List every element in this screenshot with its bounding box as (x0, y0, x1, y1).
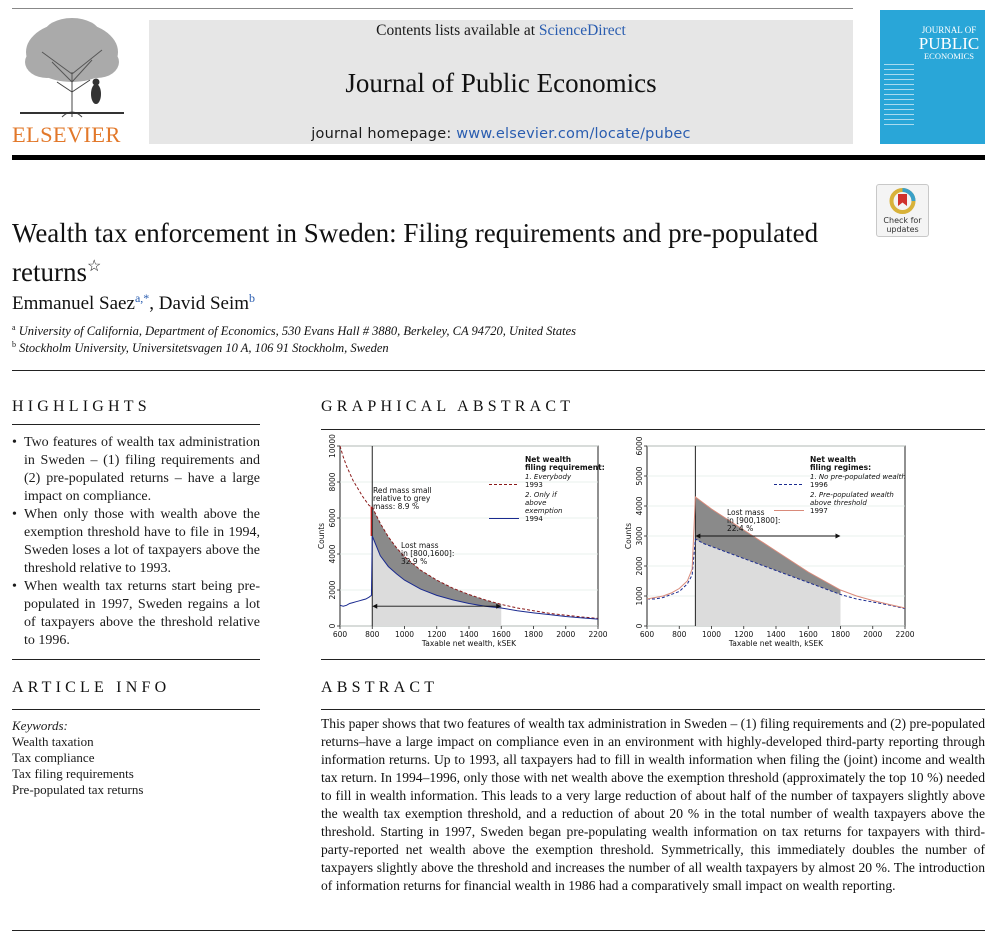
cover-title (916, 26, 982, 61)
x-tick-label: 1800 (830, 630, 851, 639)
cover-line-1: JOURNAL OF (921, 25, 977, 35)
legend-label: above (525, 499, 547, 507)
highlights-list (12, 434, 260, 650)
check-updates-label: Check for updates (883, 216, 922, 234)
y-tick-label: 6000 (328, 508, 337, 528)
legend-year: 1997 (810, 507, 828, 515)
x-tick-label: 1600 (798, 630, 818, 639)
legend-label: 1. No pre-populated wealth (810, 473, 906, 481)
journal-homepage-line (149, 126, 853, 142)
chart-prepopulated-returns (624, 436, 925, 652)
legend-label: above threshold (810, 499, 867, 507)
x-tick-label: 1800 (523, 630, 544, 639)
homepage-prefix: journal homepage: (311, 126, 452, 142)
keyword-item[interactable]: Wealth taxation (12, 734, 94, 749)
affiliation-a: $^a$ University of California, Department of Economics, 530 Evans Hall # 3880, Berkeley, CA 94720, United States (12, 323, 577, 338)
highlights-bottom-rule (12, 659, 260, 660)
check-for-updates-button[interactable] (876, 184, 929, 237)
legend-year: 1996 (810, 481, 828, 489)
chart-filing-requirement (317, 434, 618, 652)
graphical-abstract-bottom-rule (321, 659, 985, 660)
header-top-rule (12, 8, 853, 9)
x-tick-label: 600 (639, 630, 655, 639)
cover-line-3: ECONOMICS (923, 51, 975, 61)
annotation-text: 32.9 % (401, 557, 428, 566)
graphical-abstract-heading: GRAPHICAL ABSTRACT (321, 398, 575, 415)
annotation-text: Red mass small (373, 486, 432, 495)
y-axis-label: Counts (624, 522, 633, 550)
legend-year: 1994 (525, 515, 543, 523)
highlight-item: • Two features of wealth tax administration in Sweden – (1) filing requirements and (2) pre-populated returns – have a large impact on compliance. (12, 434, 260, 506)
x-tick-label: 1200 (427, 630, 447, 639)
author-separator: , (149, 293, 159, 314)
journal-cover-thumbnail[interactable] (880, 10, 985, 144)
highlight-item: • When wealth tax returns start being pre-populated in 1997, Sweden regains a lot of taxpayers above the threshold relative to 1996. (12, 578, 260, 650)
author-affil-mark[interactable]: b (249, 291, 256, 305)
section-divider (12, 370, 985, 371)
sciencedirect-link[interactable]: ScienceDirect (538, 22, 626, 39)
y-tick-label: 6000 (635, 436, 644, 456)
contents-prefix: Contents lists available at (376, 22, 536, 39)
legend-title: filing requirement: (525, 463, 605, 472)
annotation-text: Lost mass (727, 508, 765, 517)
annotation-text: mass: 8.9 % (373, 502, 420, 511)
x-axis-label: Taxable net wealth, kSEK (421, 639, 517, 648)
y-tick-label: 4000 (635, 496, 644, 516)
affiliation-b: $^b$ Stockholm University, Universitetsvagen 10 A, 106 91 Stockholm, Sweden (12, 340, 389, 355)
keyword-item[interactable]: Tax filing requirements (12, 766, 134, 781)
highlights-rule (12, 424, 260, 425)
article-title-text: Wealth tax enforcement in Sweden: Filing requirements and pre-populated returns (12, 218, 819, 287)
check-updates-icon (877, 185, 928, 215)
highlight-item: • When only those with wealth above the exemption threshold have to file in 1994, Sweden loses a lot of taxpayers above the threshold relative to 1993. (12, 506, 260, 578)
x-tick-label: 1600 (491, 630, 511, 639)
author-name[interactable]: Emmanuel Saez (12, 293, 135, 314)
header-bottom-rule (12, 155, 985, 160)
y-tick-label: 0 (328, 623, 337, 629)
publisher-wordmark: ELSEVIER (12, 122, 121, 147)
keyword-item[interactable]: Pre-populated tax returns (12, 782, 144, 797)
abstract-rule (321, 709, 985, 710)
journal-title: Journal of Public Economics (345, 68, 657, 98)
page-bottom-rule (12, 930, 985, 931)
annotation-text: in [800,1600]: (401, 549, 455, 558)
abstract-heading: ABSTRACT (321, 679, 439, 696)
legend-title: filing regimes: (810, 463, 872, 472)
keywords-block (12, 718, 260, 798)
x-tick-label: 2000 (863, 630, 883, 639)
x-tick-label: 2200 (895, 630, 915, 639)
article-info-rule (12, 709, 260, 710)
annotation-text: 22.4 % (727, 524, 754, 533)
y-tick-label: 10000 (328, 434, 337, 458)
keyword-item[interactable]: Tax compliance (12, 750, 95, 765)
x-tick-label: 1400 (766, 630, 786, 639)
contents-line (149, 22, 853, 40)
annotation-text: in [900,1800]: (727, 516, 781, 525)
y-tick-label: 8000 (328, 472, 337, 492)
y-axis-label: Counts (317, 522, 326, 550)
legend-label: 1. Everybody (525, 473, 572, 481)
highlights-heading: HIGHLIGHTS (12, 398, 151, 415)
x-tick-label: 1000 (701, 630, 722, 639)
title-footnote-mark[interactable]: ☆ (86, 258, 102, 275)
annotation-text: relative to grey (373, 494, 431, 503)
y-tick-label: 2000 (635, 556, 644, 576)
x-tick-label: 1200 (734, 630, 754, 639)
x-axis-label: Taxable net wealth, kSEK (728, 639, 824, 648)
y-tick-label: 5000 (635, 466, 644, 486)
graphical-abstract-rule (321, 429, 985, 430)
keywords-label: Keywords: (12, 718, 68, 733)
article-info-heading: ARTICLE INFO (12, 679, 171, 696)
legend-title: Net wealth (525, 455, 572, 464)
legend-label: exemption (525, 507, 563, 515)
x-tick-label: 800 (365, 630, 380, 639)
x-tick-label: 1000 (394, 630, 415, 639)
x-tick-label: 1400 (459, 630, 479, 639)
author-name[interactable]: David Seim (158, 293, 250, 314)
article-title (12, 216, 862, 289)
y-tick-label: 3000 (635, 526, 644, 546)
author-affil-mark[interactable]: a,* (134, 291, 150, 305)
x-tick-label: 2200 (588, 630, 608, 639)
x-tick-label: 800 (672, 630, 687, 639)
homepage-link[interactable]: www.elsevier.com/locate/pubec (456, 126, 691, 142)
y-tick-label: 0 (635, 623, 644, 629)
cover-line-2: PUBLIC (918, 34, 980, 53)
legend-year: 1993 (525, 481, 543, 489)
x-tick-label: 2000 (556, 630, 576, 639)
annotation-text: Lost mass (401, 541, 439, 550)
cover-decoration (884, 64, 914, 129)
legend-label: 2. Pre-populated wealth (810, 491, 894, 499)
author-list (12, 291, 255, 315)
y-tick-label: 1000 (635, 586, 644, 606)
x-tick-label: 600 (332, 630, 348, 639)
y-tick-label: 4000 (328, 544, 337, 564)
legend-title: Net wealth (810, 455, 857, 464)
y-tick-label: 2000 (328, 580, 337, 600)
abstract-text: This paper shows that two features of wealth tax administration in Sweden – (1) filing requirements and (2) pre-populated returns–have a large impact on compliance even in an environment with highly-developed third-party reporting through information returns. Up to 1993, all taxpayers had to fill in wealth information when filing the (joint) income and wealth tax return. In 1994–1996, only those with net wealth above the exemption threshold (approximately the top 10 %) needed to fill in wealth information. This leads to a very large reduction of about half of the number of taxpayers slightly above the wealth tax exemption threshold, and a reduction of about 20 % in the total number of wealth taxpayers above the threshold. Starting in 1997, Sweden began pre-populating wealth information on tax returns for taxpayers with third-party-reported net wealth above the exemption threshold. Symmetrically, this immediately doubles the number of taxpayers slightly above the threshold and increases the number of all wealth taxpayers by almost 20 %. The introduction of information returns for financial wealth in 1986 had a comparatively small impact on wealth reporting. (321, 716, 985, 893)
legend-label: 2. Only if (525, 491, 557, 499)
